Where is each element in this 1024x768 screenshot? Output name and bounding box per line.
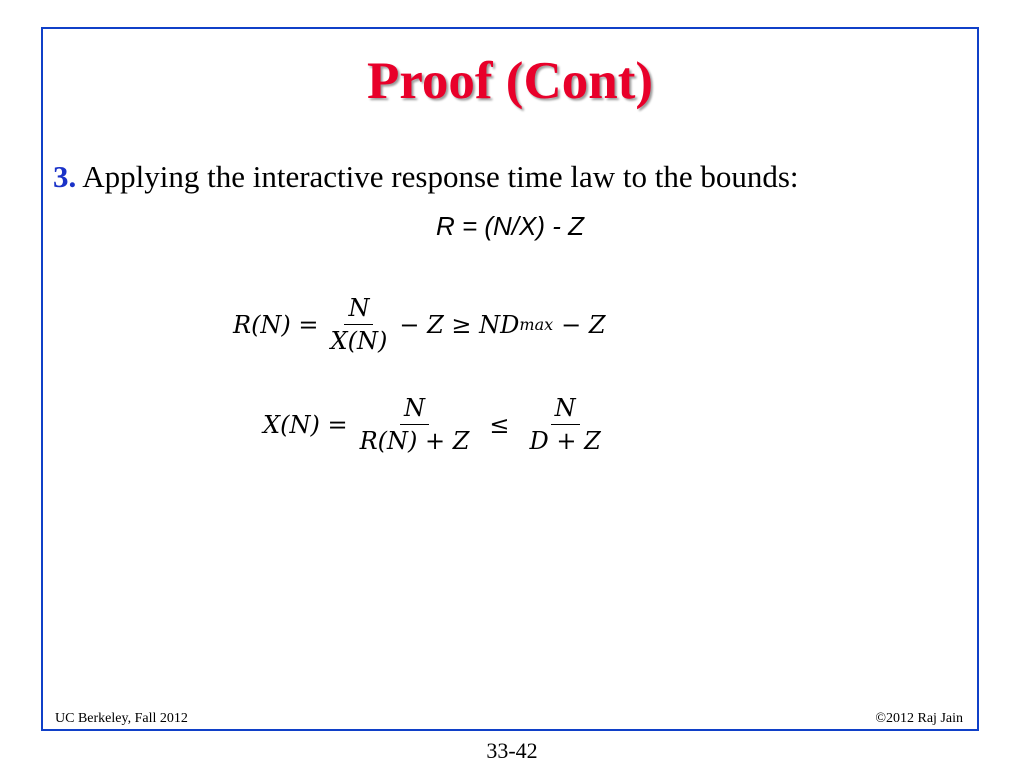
page-number: 33-42 — [486, 738, 538, 763]
eq1-rest-b: − Z — [561, 310, 606, 339]
footer-course: UC Berkeley, Fall 2012 — [55, 711, 188, 726]
eq2-fraction-1 — [356, 394, 474, 455]
response-time-law: R = (N/X) - Z — [435, 211, 585, 241]
footer-copyright: ©2012 Raj Jain — [875, 711, 963, 726]
bullet-number: 3. — [53, 159, 77, 194]
eq2-lhs: X(N) = — [263, 410, 348, 439]
eq2-frac1-numerator: N — [400, 394, 429, 425]
equation-throughput-bound — [263, 394, 613, 455]
eq2-relation: ≤ — [489, 410, 510, 439]
eq2-frac2-numerator: N — [551, 394, 580, 425]
slide-title: Proof (Cont) — [366, 52, 654, 110]
eq1-rest-a: − Z ≥ ND — [399, 310, 520, 339]
eq2-frac2-denominator: D + Z — [529, 427, 601, 455]
bullet-text: Applying the interactive response time law to the bounds: — [82, 159, 799, 194]
eq1-numerator: N — [344, 294, 373, 325]
bullet-item — [53, 159, 799, 195]
eq2-fraction-2 — [526, 394, 605, 455]
eq1-fraction — [327, 294, 392, 355]
equation-response-bound — [233, 294, 606, 355]
eq1-subscript: max — [519, 315, 554, 334]
eq1-lhs: R(N) = — [233, 310, 319, 339]
eq2-frac1-denominator: R(N) + Z — [359, 427, 470, 455]
slide-frame — [41, 27, 979, 731]
eq1-denominator: X(N) — [330, 327, 388, 355]
